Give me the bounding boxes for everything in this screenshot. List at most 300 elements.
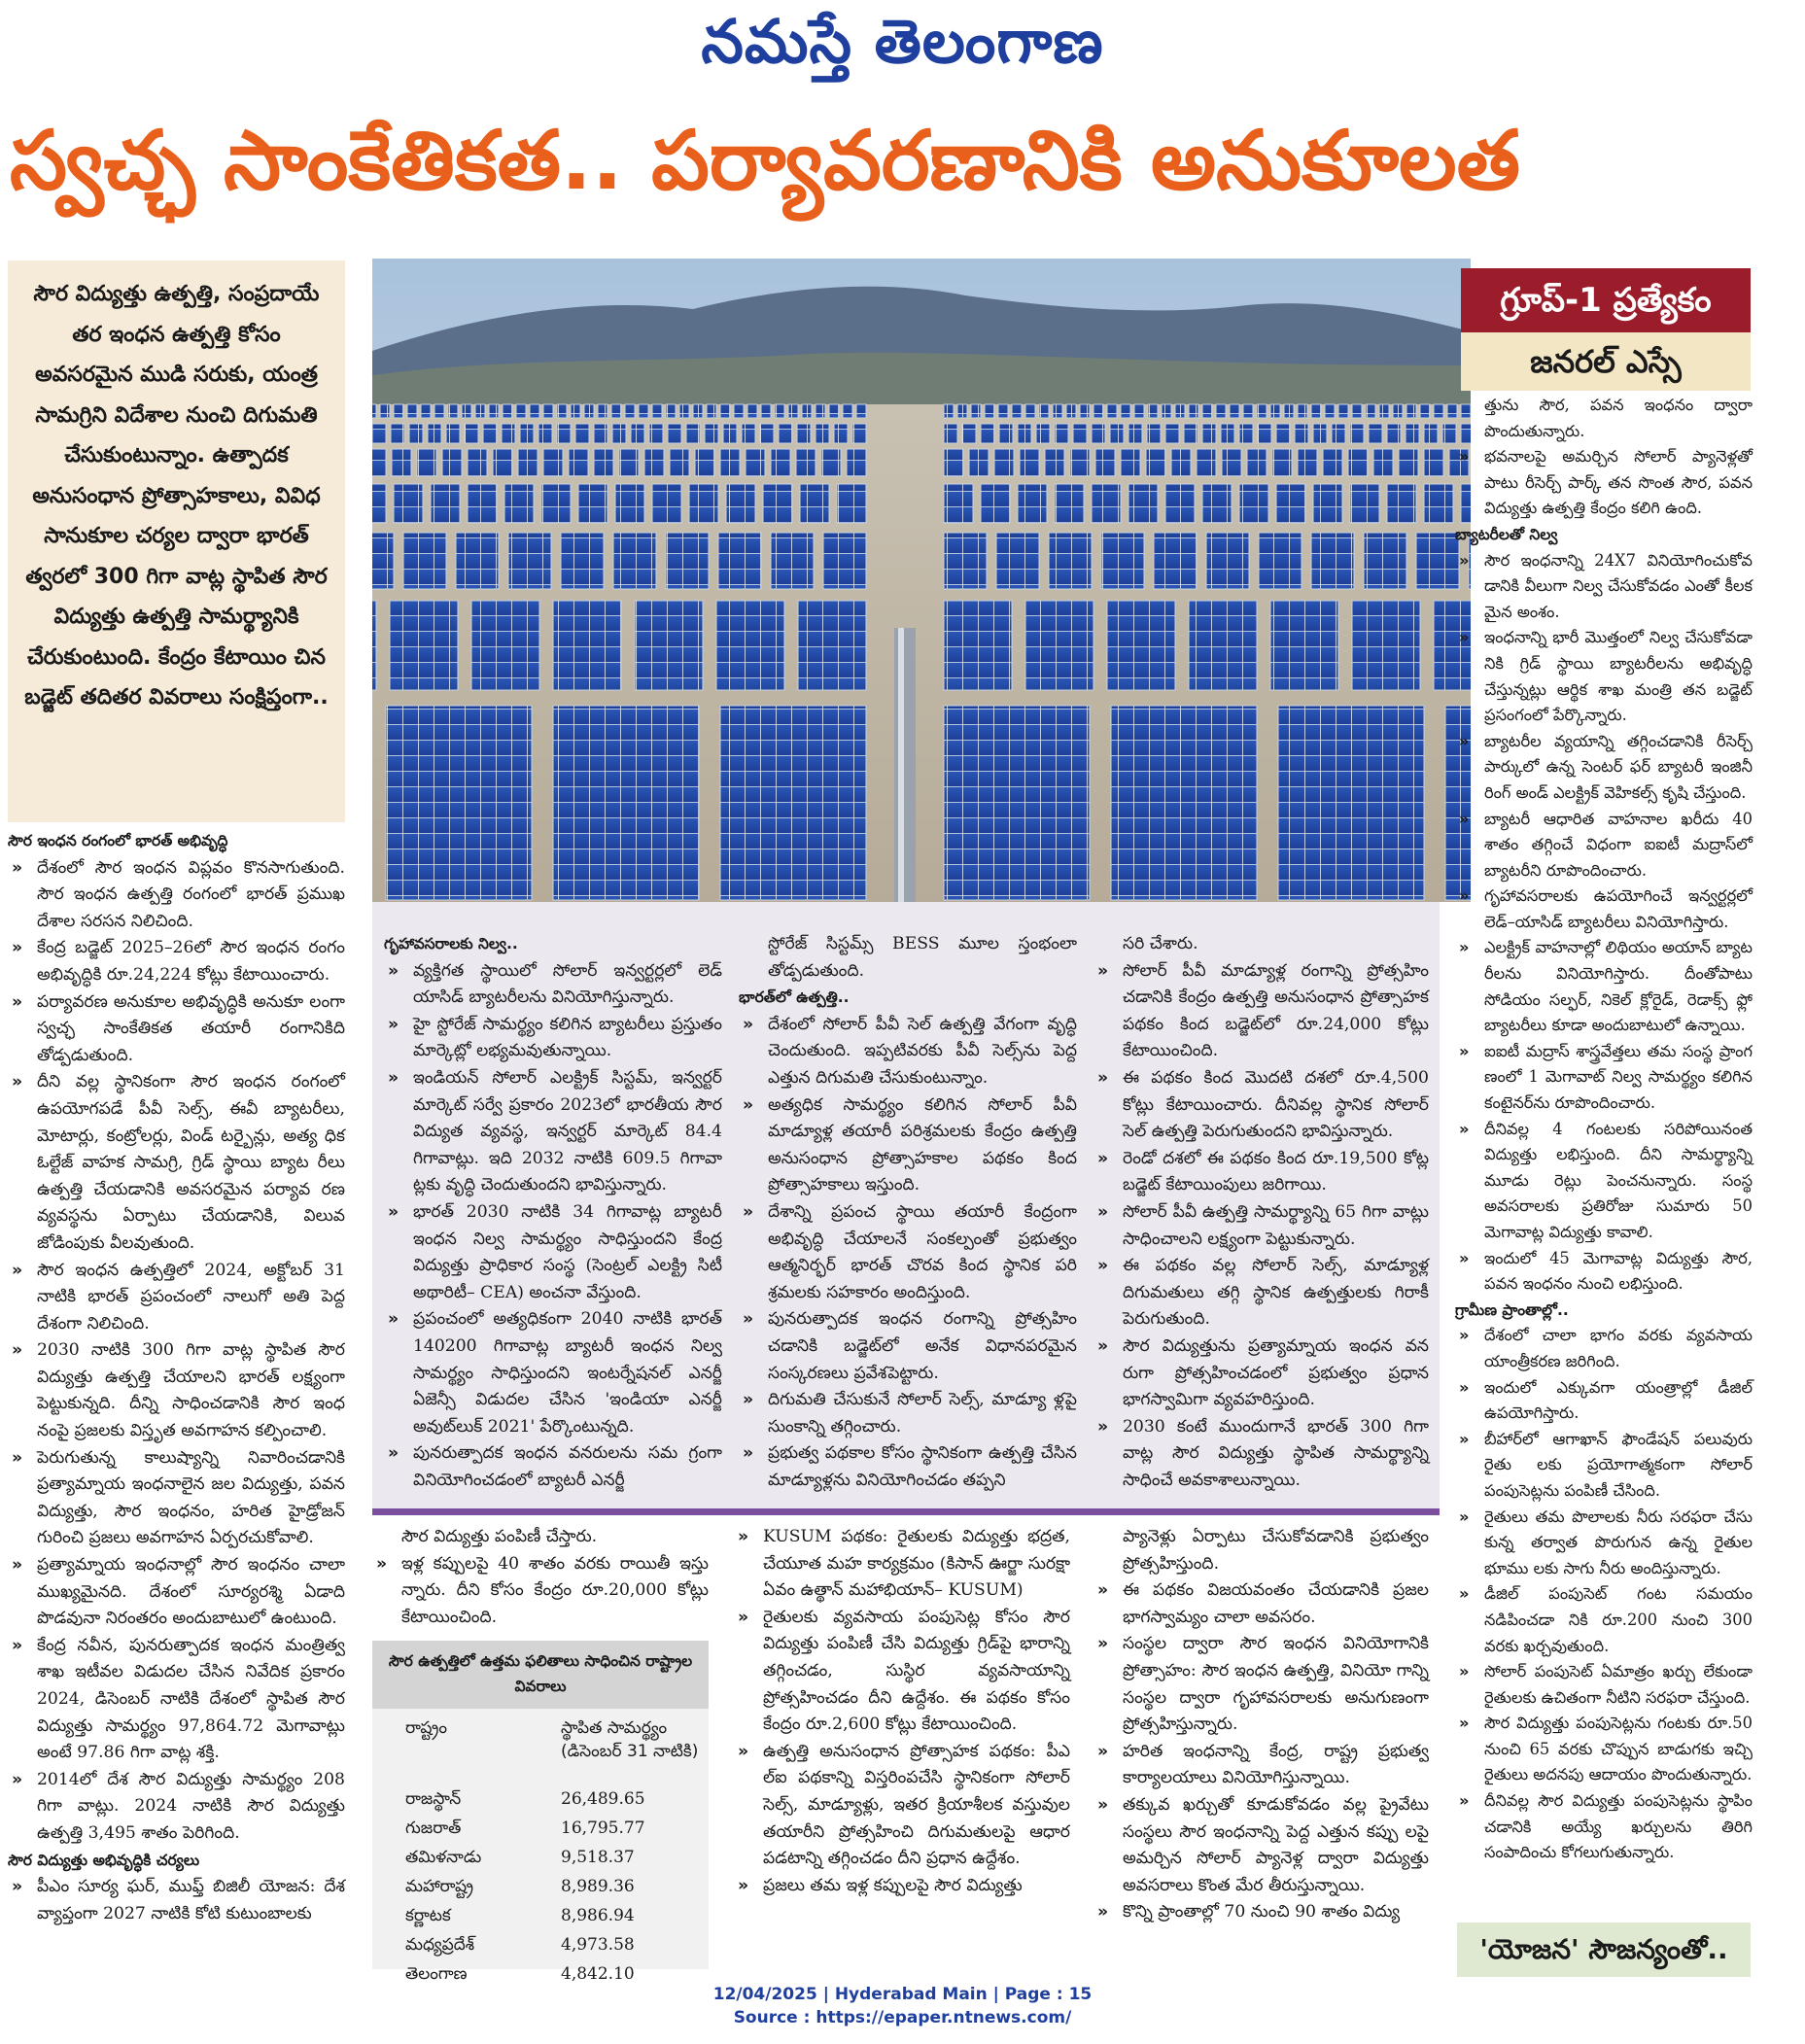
solar-panel [705,424,718,443]
solar-panel [1311,533,1354,589]
solar-panel [788,404,798,418]
solar-panel [1276,424,1290,443]
solar-panel [666,404,676,418]
solar-panel [1230,404,1239,418]
solar-panel [1239,484,1268,523]
bullet-item: » అత్యధిక సామర్థ్యం కలిగిన సోలార్ పీవీ మాడ్యూళ్ల తయారీ పరిశ్రమలకు కేంద్రం ఉత్పత్తి అనుసంధాన ప్రోత్సాహకాల పథకం కింద ప్రోత్సాహకాలు ఇస్తుంది. [739,1092,1077,1199]
solar-panel [372,533,394,589]
bullet-item: » సౌర ఇంధనాన్ని 24X7 వినియోగించుకోవ డానికి వీలుగా నిల్వ చేసుకోవడం ఎంతో కీలక మైన అంశం. [1455,548,1753,626]
solar-panel [615,484,644,523]
solar-panel [1111,706,1257,900]
solar-panel [1175,404,1185,418]
bullet-item: » 2014లో దేశ సౌర విద్యుత్తు సామర్థ్యం 208 గిగా వాట్లు. 2024 నాటికి సౌర విద్యుత్తు ఉత్పత్తి 3,495 శాతం పెరిగింది. [8,1767,345,1848]
solar-panel [1202,424,1216,443]
state-cell: తమిళనాడు [405,1848,482,1867]
newspaper-masthead: నమస్తే తెలంగాణ [701,6,1104,77]
table-row [372,1930,709,1959]
bullet-item: » దేశంలో సోలార్ పీవీ సెల్ ఉత్పత్తి వేగంగా వృద్ధి చెందుతుంది. ఇప్పటివరకు పీవీ సెల్స్‌ను పెద్ద ఎత్తున దిగుమతి చేసుకుంటున్నాం. [739,1012,1077,1092]
solar-panel [957,404,967,418]
solar-panel [1295,424,1308,443]
column-3 [739,931,1077,1494]
continued-text: ప్యానెళ్లు ఏర్పాటు చేసుకోవడానికి ప్రభుత్వం ప్రోత్సహిస్తుంది. [1123,1527,1429,1574]
solar-panel [631,424,644,443]
bullet-item: » రెండో దశలో ఈ పథకం కింద రూ.19,500 కోట్ల బడ్జెట్ కేటాయింపులు జరిగాయి. [1093,1146,1429,1199]
courtesy-box: 'యోజన' సౌజన్యంతో.. [1457,1923,1751,1977]
solar-panel [394,404,403,418]
solar-panel [468,484,497,523]
solar-panel [442,449,462,476]
solar-panel [689,484,718,523]
solar-panel [649,424,663,443]
solar-panel [771,449,790,476]
solar-panel [1039,404,1049,418]
source-link[interactable]: Source : https://epaper.ntnews.com/ [733,2008,1072,2027]
bullet-item: » దీనివల్ల 4 గంటలకు సరిపోయినంత విద్యుత్తు లభిస్తుంది. దీని సామర్థ్యాన్ని మూడు రెట్లు పెంచనున్నారు. సంస్థ అవసరాలకు ప్రతిరోజు సుమారు 50 మెగావాట్ల విద్యుత్తు కావాలి. [1455,1117,1753,1246]
intro-box: సౌర విద్యుత్తు ఉత్పత్తి, సంప్రదాయే తర ఇంధన ఉత్పత్తి కోసం అవసరమైన ముడి సరుకు, యంత్ర సామగ్రిని విదేశాల నుంచి దిగుమతి చేసుకుంటున్నాం. ఉత్పాదక అనుసంధాన ప్రోత్సాహకాలు, వివిధ సానుకూల చర్యల ద్వారా భారత్ త్వరలో 300 గిగా వాట్ల స్థాపిత సౌర విద్యుత్తు ఉత్పత్తి సామర్థ్యానికి చేరుకుంటుంది. కేంద్రం కేటాయిం చిన బడ్జెట్ తదితర వివరాలు సంక్షిప్తంగా.. [8,260,345,822]
capacity-cell: 26,489.65 [561,1789,645,1809]
bullet-item: » ఇందులో 45 మెగావాట్ల విద్యుత్తు సౌర, పవన ఇంధనం నుంచి లభిస్తుంది. [1455,1246,1753,1298]
solar-panel [1257,404,1267,418]
bullet-item: » హరిత ఇంధనాన్ని కేంద్ర, రాష్ట్ర ప్రభుత్వ కార్యాలయాలు వినియోగిస్తున్నాయి. [1093,1739,1429,1792]
solar-panel [380,404,390,418]
solar-panel [1121,449,1140,476]
solar-panel [1364,533,1406,589]
solar-panel [816,404,825,418]
bullet-item: » సోలార్ పీవీ మాడ్యూళ్ల రంగాన్ని ప్రోత్సహిం చడానికి కేంద్రం ఉత్పత్తి అనుసంధాన ప్రోత్సాహక పథకం కింద బడ్జెట్‌లో రూ.24,000 కోట్లు కేటాయించింది. [1093,958,1429,1065]
solar-panel [1053,404,1062,418]
solar-panel [571,404,580,418]
subheading: బ్యాటరీలతో నిల్వ [1455,525,1558,543]
solar-panel [394,484,423,523]
solar-panel [1171,449,1191,476]
column-2 [384,931,722,1494]
solar-panel [386,706,532,900]
solar-panel [639,404,648,418]
bullet-item: » ప్రత్యామ్నాయ ఇంధనాల్లో సౌర ఇంధనం చాలా ముఖ్యమైనది. దేశంలో సూర్యరశ్మి ఏడాది పొడవునా నిరంతరం అందుబాటులో ఉంటుంది. [8,1552,345,1633]
solar-panel [504,484,534,523]
continued-text: సౌర విద్యుత్తు పంపిణీ చేస్తారు. [401,1527,598,1546]
table-row [372,1901,709,1930]
capacity-cell: 9,518.37 [561,1848,635,1867]
solar-panel [1259,533,1302,589]
table-row [372,1843,709,1872]
column-4 [1093,931,1429,1494]
solar-panel [561,533,604,589]
solar-panel [1416,533,1459,589]
bullet-item: » దేశాన్ని ప్రపంచ స్థాయి తయారీ కేంద్రంగా అభివృద్ధి చేయాలనే సంకల్పంతో ప్రభుత్వం ఆత్మనిర్భర్ భారత్ చొరవ కింద స్థానిక పరి శ్రమలకు సహకారం అందిస్తుంది. [739,1199,1077,1306]
bullet-item: » కేంద్ర బడ్జెట్ 2025–26లో సౌర ఇంధన రంగం అభివృద్ధికి రూ.24,224 కోట్లు కేటాయించారు. [8,935,345,988]
solar-panel [1092,424,1105,443]
bullet-item: » దేశంలో సౌర ఇంధన విప్లవం కొనసాగుతుంది. సౌర ఇంధన ఉత్పత్తి రంగంలో భారత్ ప్రముఖ దేశాల సరసన నిలిచింది. [8,855,345,936]
solar-panel [1352,601,1420,690]
solar-panel [1095,449,1115,476]
solar-panel [598,404,607,418]
solar-panel [1036,424,1050,443]
solar-panel [1025,601,1093,690]
solar-panel [1424,484,1453,523]
solar-panel [1276,484,1305,523]
solar-panel [541,484,571,523]
solar-panel [816,424,829,443]
solar-panel [837,484,866,523]
solar-panel [802,404,812,418]
solar-panel [421,404,431,418]
continued-text: త్తును సౌర, పవన ఇంధనం ద్వారా పొందుతున్నారు. [1484,396,1753,440]
solar-panel [996,533,1039,589]
bullet-item: » భారత్ 2030 నాటికి 34 గిగావాట్ల బ్యాటరీ ఇంధన నిల్వ సామర్థ్యం సాధిస్తుందని కేంద్ర విద్యుత్తు ప్రాధికార సంస్థ (సెంట్రల్ ఎలక్ట్రి సిటీ అథారిటీ– CEA) అంచనా వేస్తుంది. [384,1199,722,1306]
bullet-item: » పునరుత్పాదక ఇంధన వనరులను సమ గ్రంగా వినియోగించడంలో బ్యాటరీ ఎనర్జీ [384,1440,722,1494]
solar-panel [475,404,485,418]
solar-panel [1202,404,1212,418]
solar-panel [1018,484,1047,523]
solar-panel [1243,404,1253,418]
column-header-capacity: స్థాపిత సామర్థ్యం (డిసెంబర్ 31 నాటికి) [561,1718,699,1761]
bullet-item: » దిగుమతి చేసుకునే సోలార్ సెల్స్, మాడ్యూ ళ్లపై సుంకాన్ని తగ్గించారు. [739,1387,1077,1440]
bullet-item: » డీజిల్ పంపుసెట్ గంట సమయం నడిపించడా నికి రూ.200 నుంచి 300 వరకు ఖర్చవుతుంది. [1455,1581,1753,1659]
solar-panel [1387,484,1416,523]
capacity-cell: 16,795.77 [561,1819,645,1838]
solar-panel [471,601,539,690]
solar-panel [852,424,866,443]
solar-panel [944,706,1090,900]
solar-panel [569,449,588,476]
solar-panel [625,404,635,418]
solar-panel [1434,404,1443,418]
bullet-item: » దేశంలో చాలా భాగం వరకు వ్యవసాయ యాంత్రీకరణ జరిగింది. [1455,1323,1753,1374]
solar-panel [1045,449,1064,476]
state-cell: మహారాష్ట్ర [405,1877,473,1896]
continued-text: స్టోరేజ్ సిస్టమ్స్ BESS మూల స్తంభంలా తోడ్పడుతుంది. [768,934,1077,981]
solar-panel [635,601,703,690]
solar-panel [944,533,987,589]
solar-panel [392,449,411,476]
solar-panel [763,484,792,523]
solar-panel [1420,404,1430,418]
solar-panel [462,404,471,418]
solar-panel [1406,404,1416,418]
solar-panel [981,424,994,443]
solar-panel [508,533,551,589]
solar-panel [821,449,841,476]
solar-panel [1379,404,1389,418]
solar-panel [1055,484,1084,523]
bullet-item: » దీని వల్ల స్థానికంగా సౌర ఇంధన రంగంలో ఉపయోగపడే పీవీ సెల్స్, ఈవీ బ్యాటరీలు, మోటార్లు, కంట్రోలర్లు, విండ్ టర్బైన్లు, అత్య ధిక ఓల్టేజ్ వాహక సామగ్రి, గ్రిడ్ స్థాయి బ్యాట రీలు ఉత్పత్తి చేయడానికి అవసరమైన పర్యావ రణ వ్యవస్థను ఏర్పాటు చేయడానికి, విలువ జోడింపుకు వీలవుతుంది. [8,1069,345,1257]
solar-panel [584,404,594,418]
solar-panel [1165,424,1179,443]
solar-panel [720,449,740,476]
solar-panel [1406,424,1419,443]
bullet-item: » వ్యక్తిగత స్థాయిలో సోలార్ ఇన్వర్టర్లలో లెడ్ యాసిడ్ బ్యాటరీలను వినియోగిస్తున్నారు. [384,958,722,1012]
solar-panel [652,484,681,523]
solar-panel [1270,404,1280,418]
bullet-item: » సోలార్ పంపుసెట్ ఏమాత్రం ఖర్చు లేకుండా రైతులకు ఉచితంగా నీటిని సరఫరా చేస్తుంది. [1455,1659,1753,1711]
solar-panel [1184,424,1198,443]
column-3-lower [734,1524,1070,1899]
solar-panel [847,449,866,476]
solar-panel [403,533,446,589]
bullet-item: » సౌర విద్యుత్తు పంపుసెట్లను గంటకు రూ.50 నుంచి 65 వరకు చొప్పున బాడుగకు ఇచ్చి రైతులు అదనపు ఆదాయం పొందుతున్నారు. [1455,1711,1753,1788]
solar-panel [998,404,1008,418]
solar-farm-photo [372,259,1471,902]
state-cell: కర్ణాటక [405,1906,451,1925]
solar-panel [679,404,689,418]
general-essay-label: జనరల్ ఎస్సే [1461,332,1751,391]
solar-panel [1049,533,1092,589]
solar-panel [944,484,973,523]
solar-panel [1018,424,1031,443]
bullet-item: » ఇళ్ల కప్పులపై 40 శాతం వరకు రాయితీ ఇస్తు న్నారు. దీని కోసం కేంద్రం రూ.20,000 కోట్లు కేటాయించింది. [372,1551,709,1632]
solar-panel [1216,404,1226,418]
bullet-item: » రైతులకు వ్యవసాయ పంపుసెట్ల కోసం సౌర విద్యుత్తు పంపిణీ చేసి విద్యుత్తు గ్రిడ్‌పై భారాన్ని తగ్గించడం, సుస్థిర వ్యవసాయాన్ని ప్రోత్సహించడం దీని ఉద్దేశం. ఈ పథకం కోసం కేంద్రం రూ.2,600 కోట్లు కేటాయించింది. [734,1605,1070,1739]
solar-panel [944,601,1012,690]
solar-panel [613,533,656,589]
solar-panel [720,404,730,418]
solar-panel [543,449,563,476]
solar-panel [1313,484,1342,523]
solar-panel [760,424,774,443]
table-row [372,1814,709,1843]
page-headline: స్వచ్ఛ సాంకేతికత.. పర్యావరణానికి అనుకూలత [10,113,1520,208]
bullet-item: » ఈ పథకం విజయవంతం చేయడానికి ప్రజల భాగస్వామ్యం చాలా అవసరం. [1093,1577,1429,1631]
solar-panel [668,424,681,443]
solar-panel [1101,533,1144,589]
bullet-item: » తక్కువ ఖర్చుతో కూడుకోవడం వల్ల ప్రైవేటు సంస్థలు సౌర ఇంధనాన్ని పెద్ద ఎత్తున కప్పు లపై అమర్చిన సోలార్ ప్యానెళ్ల ద్వారా విద్యుత్తు అవసరాలు కొంత మేర తీరుస్తున్నాయి. [1093,1792,1429,1899]
column-4-lower [1093,1524,1429,1926]
column-header-state: రాష్ట్రం [405,1718,448,1738]
solar-panel [843,404,852,418]
solar-panel [1393,404,1403,418]
solar-panel [971,404,981,418]
solar-panel [372,449,386,476]
column-5 [1455,393,1753,1866]
state-cell: రాజస్థాన్ [405,1789,462,1809]
bullet-item: » ప్రజలు తమ ఇళ్ల కప్పులపై సౌర విద్యుత్తు [734,1873,1070,1900]
bullet-item: » బ్యాటరీ ఆధారిత వాహనాల ఖరీదు 40 శాతం తగ్గించే విధంగా ఐఐటీ మద్రాస్‌లో బ్యాటరీని రూపొందించారు. [1455,807,1753,884]
solar-panel [734,404,744,418]
solar-panel [1323,449,1342,476]
solar-panel [1387,424,1401,443]
solar-panel [538,424,552,443]
solar-panel [775,404,784,418]
bullet-item: » 2030 నాటికి 300 గిగా వాట్ల స్థాపిత సౌర విద్యుత్తు ఉత్పత్తి చేయాలని భారత్ లక్ష్యంగా పెట్టుకున్నది. దీన్ని సాధించడానికి సౌర ఇంధ నంపై ప్రజలకు విస్తృత అవగాహన కల్పించాలి. [8,1337,345,1444]
solar-panel [1325,404,1335,418]
bullet-item: » ఐఐటీ మద్రాస్ శాస్త్రవేత్తలు తమ సంస్థ ప్రాంగ ణంలో 1 మెగావాట్ నిల్వ సామర్థ్యం కలిగిన కంటైనర్‌ను రూపొందించారు. [1455,1039,1753,1117]
solar-panel [1369,424,1382,443]
solar-panel [834,424,848,443]
bullet-item: » బ్యాటరీల వ్యయాన్ని తగ్గించడానికి రీసెర్చ్ పార్కులో ఉన్న సెంటర్ ఫర్ బ్యాటరీ ఇంజినీ రింగ్ అండ్ ఎలక్ట్రిక్ వెహికల్స్ కృషి చేస్తుంది. [1455,729,1753,807]
solar-panel [1399,449,1418,476]
solar-panel [468,449,487,476]
solar-panel [771,533,814,589]
bullet-item: » సౌర విద్యుత్తును ప్రత్యామ్నాయ ఇంధన వన రుగా ప్రోత్సహించడంలో ప్రభుత్వం ప్రధాన భాగస్వామిగా వ్యవహరిస్తుంది. [1093,1334,1429,1414]
solar-panel [1350,424,1364,443]
bullet-item: » ఈ పథకం కింద మొదటి దశలో రూ.4,500 కోట్లు కేటాయించారు. దీనివల్ల స్థానిక సోలార్ సెల్ ఉత్పత్తి పెరుగుతుందని భావిస్తున్నారు. [1093,1065,1429,1146]
solar-panel [1012,404,1022,418]
solar-panel [1270,601,1338,690]
bullet-item: » సోలార్ పీవీ ఉత్పత్తి సామర్థ్యాన్ని 65 గిగా వాట్లు సాధించాలని లక్ష్యంగా పెట్టుకున్నారు. [1093,1199,1429,1253]
bullet-item: » ప్రభుత్వ పథకాల కోసం స్థానికంగా ఉత్పత్తి చేసిన మాడ్యూళ్లను వినియోగించడం తప్పని [739,1440,1077,1494]
solar-panel [594,424,607,443]
solar-panel [779,424,792,443]
solar-panel [716,601,784,690]
solar-panel [1442,424,1456,443]
bullet-item: » ఎలక్ట్రిక్ వాహనాల్లో లిథియం అయాన్ బ్యాట రీలను వినియోగిస్తారు. దీంతోపాటు సోడియం సల్ఫర్, నికెల్ క్లోరైడ్, రెడాక్స్ ఫ్లో బ్యాటరీలు కూడా అందుబాటులో ఉన్నాయి. [1455,935,1753,1038]
solar-panel [800,484,829,523]
edition-info: 12/04/2025 | Hyderabad Main | Page : 15 [712,1985,1093,2004]
solar-panel [962,424,976,443]
bullet-item: » రైతులు తమ పొలాలకు నీరు సరఫరా చేసు కున్న తర్వాత పొరుగున ఉన్న రైతుల భూము లకు సాగు నీరు అందిస్తున్నారు. [1455,1505,1753,1582]
solar-panel [1338,404,1348,418]
solar-panel [372,424,386,443]
bullet-item: » KUSUM పథకం: రైతులకు విద్యుత్తు భద్రత, చేయూత మహ కార్యక్రమం (కిసాన్ ఊర్జా సురక్షా ఏవం ఉత్థాన్ మహాభియాన్– KUSUM) [734,1524,1070,1605]
solar-panel [434,404,444,418]
solar-panel [985,404,994,418]
solar-panel [1284,404,1294,418]
bullet-item: » ఇందులో ఎక్కువగా యంత్రాల్లో డీజిల్ ఉపయోగిస్తారు. [1455,1375,1753,1427]
solar-panel [1247,449,1267,476]
solar-panel [718,533,761,589]
solar-panel [1128,484,1158,523]
bullet-item: » కొన్ని ప్రాంతాల్లో 70 నుంచి 90 శాతం విద్యు [1093,1899,1429,1926]
solar-panel [670,449,689,476]
bullet-item: » కేంద్ర నవీన, పునరుత్పాదక ఇంధన మంత్రిత్వ శాఖ ఇటీవల విడుదల చేసిన నివేదిక ప్రకారం 2024, డిసెంబర్ నాటికి దేశంలో స్థాపిత సౌర విద్యుత్తు సామర్థ్యం 97,864.72 మెగావాట్లు అంటే 97.86 గిగా వాట్ల శక్తి. [8,1633,345,1767]
bullet-item: » హై స్టోరేజ్ సామర్థ్యం కలిగిన బ్యాటరీలు ప్రస్తుతం మార్కెట్లో లభ్యమవుతున్నాయి. [384,1012,722,1065]
bullet-item: » ఇండియన్ సోలార్ ఎలక్ట్రిక్ సిస్టమ్, ఇన్వర్టర్ మార్కెట్ సర్వే ప్రకారం 2023లో భారతీయ సౌర విద్యుత వ్యవస్థ, ఇన్వర్టర్ మార్కెట్ 84.4 గిగావాట్లు. ఇది 2032 నాటికి 609.5 గిగావా ట్లకు వృద్ధి చెందుతుందని భావిస్తున్నారు. [384,1065,722,1199]
bullet-item: » ఉత్పత్తి అనుసంధాన ప్రోత్సాహక పథకం: పీఎ ల్ఐ పథకాన్ని విస్తరింపచేసి స్థానికంగా సోలార్ సెల్స్, మాడ్యూళ్లు, ఇతర క్రియాశీలక వస్తువుల తయారీని ప్రోత్సహించి దిగుమతులపై ఆధార పడటాన్ని తగ్గించడం దీని ప్రధాన ఉద్దేశం. [734,1739,1070,1873]
solar-panel [823,533,866,589]
solar-panel [503,404,512,418]
solar-panel [1107,601,1175,690]
capacity-cell: 8,986.94 [561,1906,635,1925]
column-1 [8,828,345,1927]
solar-panel [742,424,755,443]
solar-panel [1332,424,1345,443]
capacity-cell: 4,842.10 [561,1964,635,1984]
solar-panel [1197,449,1216,476]
solar-panel [747,404,757,418]
subheading: గ్రామీణ ప్రాంతాల్లో.. [1455,1300,1569,1319]
solar-panel [493,449,512,476]
solar-panel [1272,449,1292,476]
solar-panel [483,424,497,443]
solar-panel [1424,424,1438,443]
capacity-cell: 4,973.58 [561,1935,635,1955]
solar-panel [1202,484,1232,523]
bullet-item: » భవనాలపై అమర్చిన సోలార్ ప్యానెళ్లతో పాటు రీసెర్చ్ పార్క్ తన సొంత సౌర, పవన విద్యుత్తు ఉత్పత్తి కేంద్రం కలిగి ఉంది. [1455,444,1753,522]
table-header [372,1709,709,1784]
subheading: సౌర విద్యుత్తు అభివృద్ధికి చర్యలు [8,1851,200,1869]
solar-panel [999,424,1013,443]
solar-panel [1162,404,1171,418]
solar-panel [543,404,553,418]
solar-panel [1146,449,1165,476]
bullet-item: » పెరుగుతున్న కాలుష్యాన్ని నివారించడానికి ప్రత్యామ్నాయ ఇంధనాలైన జల విద్యుత్తు, పవన విద్యుత్తు, సౌర ఇంధనం, హరిత హైడ్రోజన్ గురించి ప్రజలు అవగాహన ఏర్పరచుకోవాలి. [8,1445,345,1552]
solar-panel [553,706,699,900]
solar-panel [1424,449,1443,476]
state-cell: గుజరాత్ [405,1819,462,1838]
solar-panel [944,449,963,476]
capacity-cell: 8,989.36 [561,1877,635,1896]
solar-panel [1165,484,1195,523]
bullet-item: » ప్రపంచంలో అత్యధికంగా 2040 నాటికి భారత్ 140200 గిగావాట్ల బ్యాటరీ ఇంధన నిల్వ సామర్థ్యం సాధిస్తుందని ఇంటర్నేషనల్ ఎనర్జీ ఏజెన్సీ విడుదల చేసిన 'ఇండియా ఎనర్జీ అవుట్‌లుక్ 2021' పేర్కొంటున్నది. [384,1306,722,1440]
solar-panel [1020,449,1039,476]
solar-panel [1025,404,1035,418]
bullet-item: » పునరుత్పాదక ఇంధన రంగాన్ని ప్రోత్సహిం చడానికి బడ్జెట్‌లో అనేక విధానపరమైన సంస్కరణలు ప్రవేశపెట్టారు. [739,1306,1077,1387]
solar-panel [553,601,621,690]
solar-panel [1189,404,1198,418]
solar-panel [761,404,771,418]
solar-panel [798,601,866,690]
solar-panel [829,404,839,418]
group1-special-banner: గ్రూప్-1 ప్రత్యేకం [1461,268,1751,332]
solar-farm-illustration [372,259,1471,902]
bullet-item: » బీహార్‌లో ఆగాఖాన్ ఫౌండేషన్ పలువురు రైతు లకు ప్రయోగాత్మకంగా సోలార్ పంపుసెట్లను పంపిణీ చేసింది. [1455,1427,1753,1505]
solar-panel [372,601,376,690]
solar-panel [446,424,460,443]
solar-panel [619,449,639,476]
solar-panel [796,449,816,476]
solar-panel [557,404,567,418]
solar-panel [372,484,386,523]
subheading: సౌర ఇంధన రంగంలో భారత్ అభివృద్ధి [8,832,228,849]
solar-panel [594,449,613,476]
solar-panel [1134,404,1144,418]
solar-panel [518,449,538,476]
solar-panel [456,533,499,589]
bullet-item: » దీనివల్ల సౌర విద్యుత్తు పంపుసెట్లను స్థాపిం చడానికి అయ్యే ఖర్చులను తిరిగి సంపాదించు కోగలుగుతున్నారు. [1455,1788,1753,1866]
solar-panel [720,706,866,900]
solar-panel [1080,404,1090,418]
solar-panel [1128,424,1142,443]
solar-panel [1147,424,1161,443]
solar-panel [611,404,621,418]
solar-panel [944,424,957,443]
solar-panel [981,484,1010,523]
solar-panel [693,404,703,418]
solar-panel [1222,449,1241,476]
solar-panel [1092,484,1121,523]
solar-panel [516,404,526,418]
subheading: భారత్‌లో ఉత్పత్తి.. [739,988,850,1007]
solar-panel [372,404,376,418]
solar-panel [686,424,700,443]
solar-panel [1348,449,1368,476]
solar-panel [856,404,866,418]
table-row [372,1872,709,1901]
solar-panel [1366,404,1375,418]
solar-panel [994,449,1014,476]
solar-panel [707,404,716,418]
solar-panel [726,484,755,523]
state-solar-capacity-table [372,1641,709,1984]
bullet-item: » సంస్థల ద్వారా సౌర ఇంధన వినియోగానికి ప్రోత్సాహం: సౌర ఇంధన ఉత్పత్తి, వినియో గాన్ని సంస్థల ద్వారా గృహావసరాలకు అనుగుణంగా ప్రోత్సహిస్తున్నారు. [1093,1631,1429,1738]
solar-panel [944,404,954,418]
solar-panel [575,424,589,443]
solar-panel [1206,533,1249,589]
solar-panel [520,424,534,443]
solar-panel [797,424,811,443]
solar-panel [1154,533,1197,589]
solar-panel [1110,424,1124,443]
solar-panel [465,424,478,443]
solar-panel [969,449,989,476]
solar-panel [1239,424,1253,443]
solar-panel [530,404,539,418]
column-2-lower [372,1524,709,1631]
bullet-item: » సౌర ఇంధన ఉత్పత్తిలో 2024, అక్టోబర్ 31 నాటికి భారత్ ప్రపంచంలో నాలుగో అతి పెద్ద దేశంగా నిలిచింది. [8,1258,345,1338]
solar-panel [1313,424,1327,443]
solar-panel [1298,449,1317,476]
